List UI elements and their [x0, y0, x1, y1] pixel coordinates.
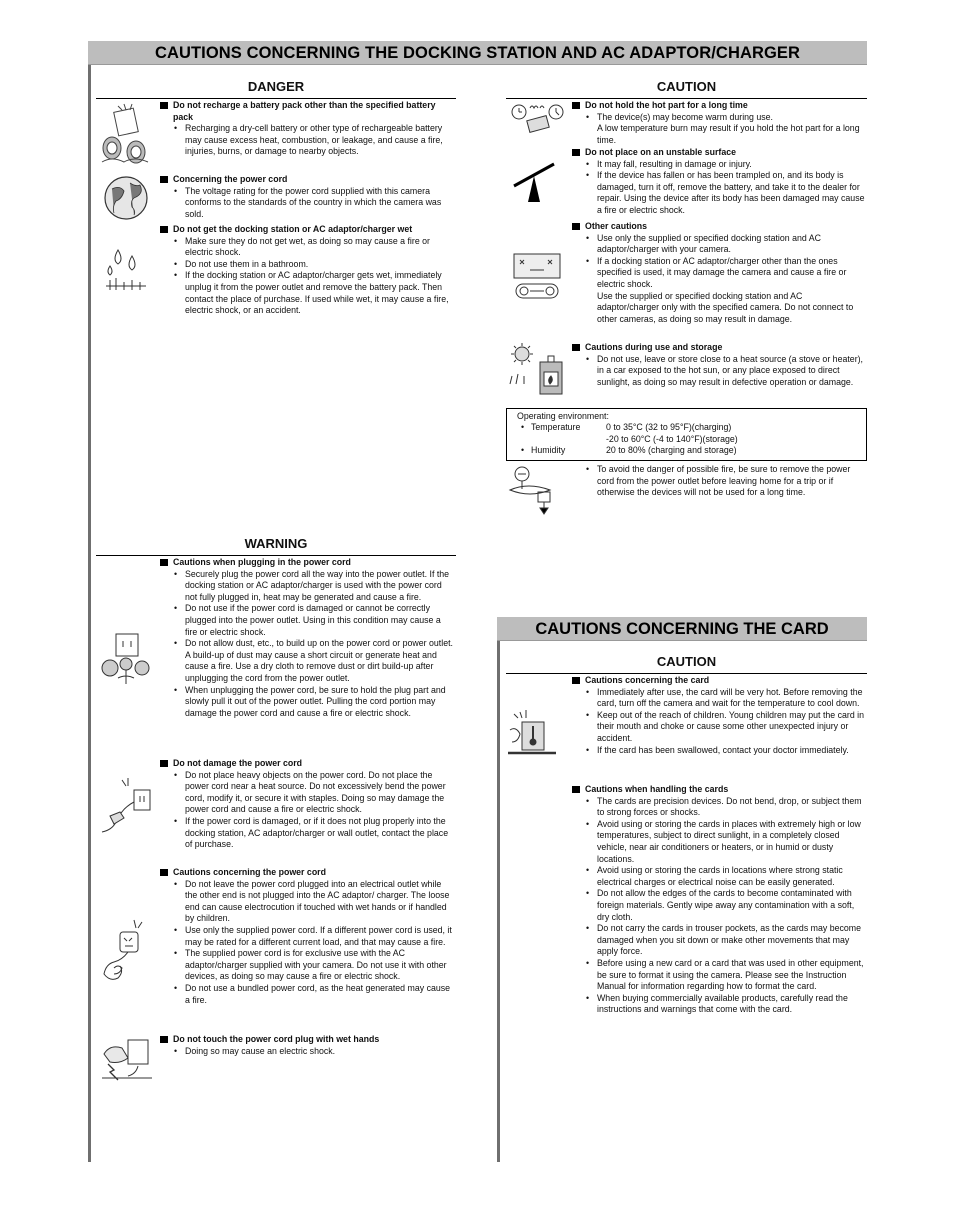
warning-item-3: [160, 867, 455, 1006]
plug-cord-illustration: [100, 918, 156, 988]
unplug-travel-illustration: [508, 464, 566, 516]
item-continuation: A low temperature burn may result if you hold the hot part for a long time.: [597, 123, 860, 145]
card-item-1: [572, 675, 866, 756]
card-caution-heading: CAUTION: [656, 654, 717, 669]
caution-item-3: [572, 221, 866, 325]
caution-item-4: [572, 342, 866, 388]
sun-stove-illustration: [508, 342, 566, 398]
caution-item-1: [572, 100, 866, 146]
env-temp-label: • Temperature: [517, 422, 606, 433]
list-item: • The cards are precision devices. Do not bend, drop, or subject them to strong forces or shocks.: [572, 796, 866, 819]
item-title: Cautions concerning the power cord: [160, 867, 455, 879]
list-item: • Do not use if the power cord is damaged or cannot be correctly plugged into the power outlet. Using in this condition may cause a fire or electric shock.: [160, 603, 455, 638]
env-temp-value-2: -20 to 60°C (-4 to 140°F)(storage): [606, 433, 738, 444]
list-item: • If the device has fallen or has been trampled on, and its body is damaged, turn it off, remove the battery, and take it to the dealer for repair. Using the device after its body has been damaged may cause a fire or electric shock.: [572, 170, 866, 216]
item-title: Do not touch the power cord plug with wet hands: [160, 1034, 455, 1046]
danger-heading: DANGER: [247, 79, 305, 94]
list-item: • The supplied power cord is for exclusive use with the AC adaptor/charger supplied with your camera. Do not use it with other devices, as doing so may cause a fire or electric shock.: [160, 948, 455, 983]
outlet-dust-illustration: [98, 632, 156, 688]
item-title: Do not recharge a battery pack other than the specified battery pack: [160, 100, 455, 123]
list-item: • Doing so may cause an electric shock.: [160, 1046, 455, 1058]
list-item: • Securely plug the power cord all the way into the power outlet. If the docking station or AC adaptor/charger is used with the power cord not fully plugged in, heat may be generated and cause a fire.: [160, 569, 455, 604]
caution-heading: CAUTION: [656, 79, 717, 94]
list-item: • Avoid using or storing the cards in places with extremely high or low temperatures, subject to direct sunlight, in a completely closed vehicle, near air conditioners or heaters, or in humid or dusty locations.: [572, 819, 866, 865]
item-continuation: Use the supplied or specified docking station and AC adaptor/charger only with the specified camera. Do not connect to other cameras, as doing so may result in damage.: [597, 290, 854, 324]
list-item: • When unplugging the power cord, be sure to hold the plug part and slowly pull it out of the power outlet. Pulling the cord portion may damage the power cord and cause a fire or electric shock.: [160, 685, 455, 720]
list-item: • If the card has been swallowed, contact your doctor immediately.: [572, 745, 866, 757]
item-title: Other cautions: [572, 221, 866, 233]
env-humidity-label: • Humidity: [517, 445, 606, 456]
list-item: • Do not use, leave or store close to a heat source (a stove or heater), in a car exposed to the hot sun, or any place exposed to direct sunlight, as doing so may result in defective operation or damage.: [572, 354, 866, 389]
list-item: • Recharging a dry-cell battery or other type of rechargeable battery may cause excess heat, combustion, or leakage, and cause a fire, injuries, burns, or damage to nearby objects.: [160, 123, 455, 158]
item-title: Cautions concerning the card: [572, 675, 866, 687]
env-humidity-value: 20 to 80% (charging and storage): [606, 444, 737, 455]
warning-rule: [96, 555, 456, 556]
main-title-banner: CAUTIONS CONCERNING THE DOCKING STATION AND AC ADAPTOR/CHARGER: [88, 41, 867, 65]
item-title: Cautions when plugging in the power cord: [160, 557, 455, 569]
left-frame-line: [88, 41, 91, 1162]
monitor-device-illustration: [508, 250, 568, 306]
unplug-note: [572, 464, 866, 499]
hot-device-clock-illustration: [510, 100, 566, 138]
list-item: • Keep out of the reach of children. Young children may put the card in their mouth and choke or cause some other unexpected injury or accident.: [572, 710, 866, 745]
list-item: • If the docking station or AC adaptor/charger gets wet, immediately unplug it from the power outlet and remove the battery pack. Then contact the place of purchase. If used while wet, it may cause a fire, electric shock, or an accident.: [160, 270, 455, 316]
list-item: • If a docking station or AC adaptor/charger other than the ones specified is used, it may damage the camera and cause a fire or electric shock.: [572, 256, 866, 291]
spacer: [517, 434, 606, 445]
list-item: • It may fall, resulting in damage or injury.: [572, 159, 866, 171]
list-item: • Immediately after use, the card will be very hot. Before removing the card, turn off the camera and wait for the temperature to cool down.: [572, 687, 866, 710]
item-title: Cautions during use and storage: [572, 342, 866, 354]
operating-environment-box: [506, 408, 867, 461]
env-label: Operating environment:: [517, 411, 609, 421]
env-hum-row: [517, 445, 866, 456]
water-drops-icon: [102, 246, 150, 294]
list-item: • Do not use a bundled power cord, as the heat generated may cause a fire.: [160, 983, 455, 1006]
list-item: • Do not leave the power cord plugged into an electrical outlet while the other end is not plugged into the AC adaptor/ charger. The loose end can cause electrocution if touched with wet hands or if handled by children.: [160, 879, 455, 925]
card-frame-line: [497, 617, 500, 1162]
list-item: • Do not place heavy objects on the power cord. Do not place the power cord near a heat source. Do not excessively bend the power cord, modify it, or secure it with staples. Doing so may damage the power cord and cause a fire or electric shock.: [160, 770, 455, 816]
wet-hands-plug-illustration: [98, 1034, 156, 1082]
danger-rule: [96, 98, 456, 99]
list-item: • Do not allow dust, etc., to build up on the power cord or power outlet. A build-up of dust may cause a short circuit or generate heat and cause a fire. Use a dry cloth to remove dust or dirt build-up after unplugging the cord from the power outlet.: [160, 638, 455, 684]
card-title-banner: CAUTIONS CONCERNING THE CARD: [497, 617, 867, 641]
list-item: • Do not carry the cards in trouser pockets, as the cards may become damaged when you sit down or make other movements that may apply force.: [572, 923, 866, 958]
danger-item-2: [160, 174, 455, 220]
caution-item-2: [572, 147, 866, 217]
hot-card-illustration: [506, 708, 558, 756]
warning-item-1: [160, 557, 455, 719]
item-title: Do not damage the power cord: [160, 758, 455, 770]
cord-damage-illustration: [98, 776, 156, 838]
item-title: Do not place on an unstable surface: [572, 147, 866, 159]
card-item-2: [572, 784, 866, 1016]
caution-rule: [506, 98, 867, 99]
list-item: • Avoid using or storing the cards in locations where strong static electrical charges or electrical noise can be easily generated.: [572, 865, 866, 888]
list-item: • The device(s) may become warm during use.: [572, 112, 866, 124]
list-item: • Use only the supplied power cord. If a different power cord is used, it may be rated for a different current load, and that may cause a fire.: [160, 925, 455, 948]
list-item: • Make sure they do not get wet, as doing so may cause a fire or electric shock.: [160, 236, 455, 259]
list-item: • If the power cord is damaged, or if it does not plug properly into the docking station, AC adaptor/charger or wall outlet, contact the place of purchase.: [160, 816, 455, 851]
list-item: • The voltage rating for the power cord supplied with this camera conforms to the standards of the country in which the camera was sold.: [160, 186, 455, 221]
warning-item-2: [160, 758, 455, 851]
warning-item-4: [160, 1034, 455, 1057]
danger-item-3: [160, 224, 455, 317]
list-item: • To avoid the danger of possible fire, be sure to remove the power cord from the power outlet before leaving home for a trip or if otherwise the devices will not be used for a long time.: [572, 464, 866, 499]
item-title: Concerning the power cord: [160, 174, 455, 186]
warning-heading: WARNING: [244, 536, 308, 551]
env-temp-row-2: [517, 434, 866, 445]
env-temp-value: 0 to 35°C (32 to 95°F)(charging): [606, 422, 732, 433]
list-item: • Do not use them in a bathroom.: [160, 259, 455, 271]
list-item: • Use only the supplied or specified docking station and AC adaptor/charger with your camera.: [572, 233, 866, 256]
list-item: • Do not allow the edges of the cards to become contaminated with foreign materials. Gently wipe away any contamination with a soft, dry cloth.: [572, 888, 866, 923]
unstable-surface-icon: [512, 158, 556, 204]
danger-item-1: [160, 100, 455, 158]
env-temp-row: [517, 422, 866, 433]
list-item: • Before using a new card or a card that was used in other equipment, be sure to format it using the camera. Please see the Instruction Manual for information regarding how to format the card.: [572, 958, 866, 993]
list-item: • When buying commercially available products, carefully read the instructions and warnings that come with the card.: [572, 993, 866, 1016]
battery-hazard-illustration: [98, 102, 154, 168]
globe-icon: [102, 175, 150, 221]
item-title: Do not hold the hot part for a long time: [572, 100, 866, 112]
item-title: Cautions when handling the cards: [572, 784, 866, 796]
item-title: Do not get the docking station or AC adaptor/charger wet: [160, 224, 455, 236]
card-caution-rule: [506, 673, 867, 674]
